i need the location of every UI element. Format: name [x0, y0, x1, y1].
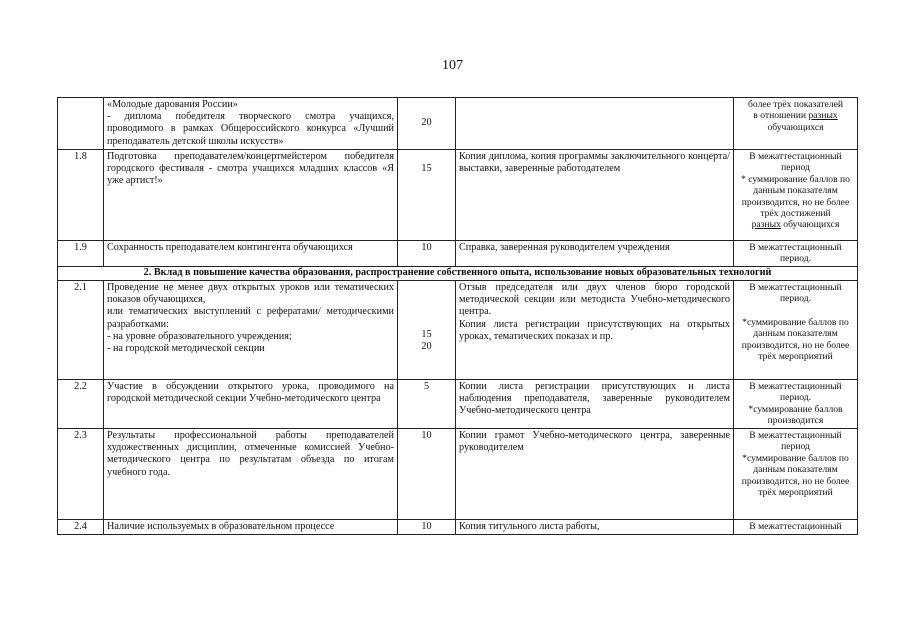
document-cell: Отзыв председателя или двух членов бюро городской методической секции или методиста Учебно-методического центра. Копия листа регистрации присутствующих на открытых уроках, тематических показах и пр.	[456, 281, 734, 380]
row-number: 2.2	[58, 380, 104, 429]
note-cell: В межаттестационный	[734, 520, 858, 535]
row-number: 1.8	[58, 150, 104, 241]
criterion-description: Подготовка преподавателем/концертмейстером победителя городского фестиваля - смотра учащихся младших классов «Я уже артист!»	[104, 150, 398, 241]
criterion-description: Сохранность преподавателем контингента обучающихся	[104, 241, 398, 267]
table-row	[58, 150, 858, 241]
points-cell: 10	[398, 520, 456, 535]
table-row	[58, 429, 858, 520]
note-cell: В межаттестационный период. *суммирование баллов производится	[734, 380, 858, 429]
points-cell: 10	[398, 429, 456, 520]
criteria-table	[57, 97, 858, 535]
row-number: 2.4	[58, 520, 104, 535]
note-cell: В межаттестационный период *суммирование баллов по данным показателям производится, но не более трёх мероприятий	[734, 429, 858, 520]
points-cell: 15	[398, 150, 456, 241]
document-cell: Копии листа регистрации присутствующих и листа наблюдения преподавателя, заверенные руководителем Учебно-методического центра	[456, 380, 734, 429]
note-cell: В межаттестационный период. *суммирование баллов по данным показателям производится, но не более трёх мероприятий	[734, 281, 858, 380]
table-row	[58, 281, 858, 380]
document-cell: Копия диплома, копия программы заключительного концерта/ выставки, заверенные работодателем	[456, 150, 734, 241]
note-cell: более трёх показателей в отношении разных обучающихся	[734, 98, 858, 150]
note-cell: В межаттестационный период * суммирование баллов по данным показателям производится, но не более трёх достижений разных обучающихся	[734, 150, 858, 241]
table-row	[58, 241, 858, 267]
document-cell: Копии грамот Учебно-методического центра, заверенные руководителем	[456, 429, 734, 520]
points-cell: 15 20	[398, 281, 456, 380]
document-cell: Справка, заверенная руководителем учреждения	[456, 241, 734, 267]
note-cell: В межаттестационный период.	[734, 241, 858, 267]
document-cell	[456, 98, 734, 150]
criterion-description: Проведение не менее двух открытых уроков или тематических показов обучающихся, или тематических выступлений с рефератами/ методическими разработками: - на уровне образовательного учреждения; - на городской методической секции	[104, 281, 398, 380]
section-title: 2. Вклад в повышение качества образования, распространение собственного опыта, использование новых образовательных технологий	[58, 267, 858, 281]
table-row	[58, 98, 858, 150]
page-number: 107	[442, 58, 463, 73]
criterion-description: «Молодые дарования России» - диплома победителя творческого смотра учащихся, проводимого в рамках Общероссийского конкурса «Лучший преподаватель детской школы искусств»	[104, 98, 398, 150]
row-number: 1.9	[58, 241, 104, 267]
row-number	[58, 98, 104, 150]
section-header-row	[58, 267, 858, 281]
row-number: 2.1	[58, 281, 104, 380]
criterion-description: Участие в обсуждении открытого урока, проводимого на городской методической секции Учебно-методического центра	[104, 380, 398, 429]
points-cell: 5	[398, 380, 456, 429]
table-row	[58, 520, 858, 535]
table-row	[58, 380, 858, 429]
points-cell: 10	[398, 241, 456, 267]
criterion-description: Наличие используемых в образовательном процессе	[104, 520, 398, 535]
row-number: 2.3	[58, 429, 104, 520]
points-cell: 20	[398, 98, 456, 150]
criterion-description: Результаты профессиональной работы преподавателей художественных дисциплин, отмеченные комиссией Учебно-методического центра по результатам объезда по итогам учебного года.	[104, 429, 398, 520]
document-cell: Копия титульного листа работы,	[456, 520, 734, 535]
